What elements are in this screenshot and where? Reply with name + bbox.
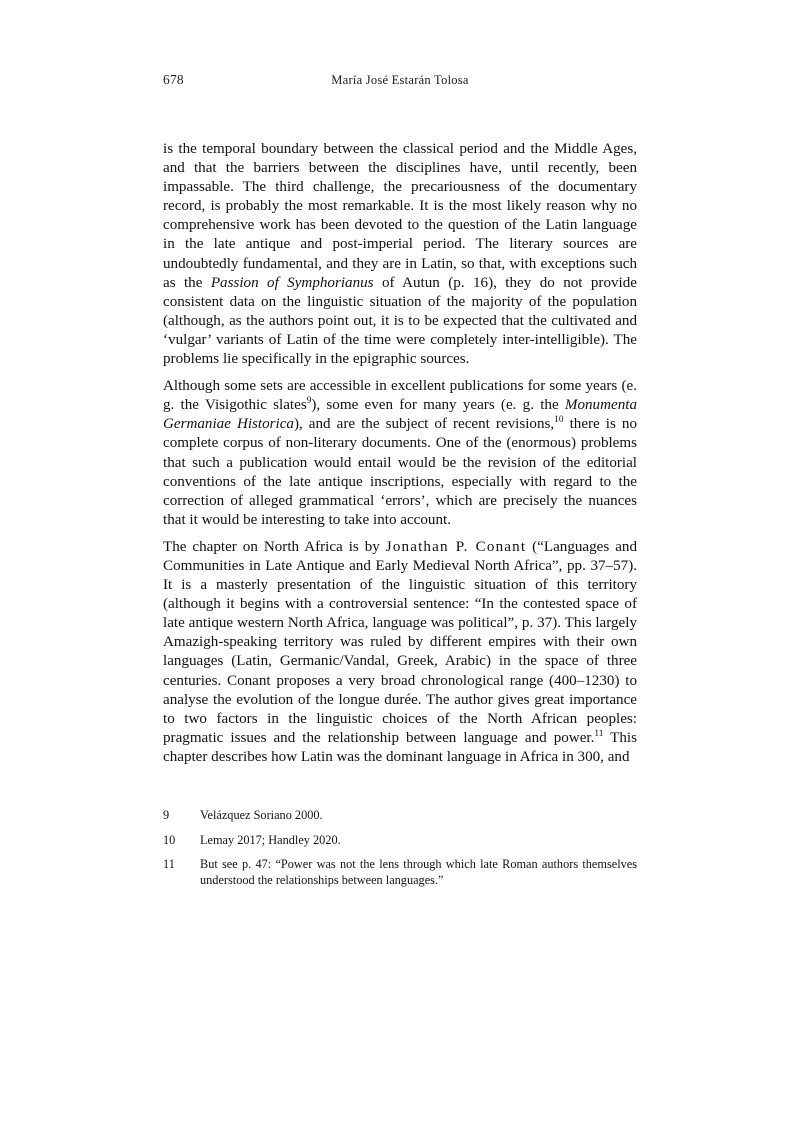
footnote-item <box>163 808 637 824</box>
paragraph-1 <box>163 140 637 369</box>
footnotes-section <box>163 808 637 888</box>
paragraph-1-text-a: is the temporal boundary between the classical period and the Middle Ages, and that the barriers between the disciplines have, until recently, been impassable. The third challenge, the precariousness of the documentary record, is probably the most remarkable. It is the most likely reason why no comprehensive work has been devoted to the question of the Latin language in the late antique and post-imperial period. The literary sources are undoubtedly fundamental, and they are in Latin, so that, with exceptions such as the <box>163 141 637 291</box>
footnote-number: 11 <box>163 857 175 872</box>
running-header <box>163 72 637 92</box>
paragraph-1-italic-title: Passion of Symphorianus <box>210 274 374 291</box>
footnote-marker-10[interactable]: 10 <box>554 415 564 426</box>
paragraph-2-italic-title: Monumenta Germaniae Historica <box>163 397 637 433</box>
footnote-item <box>163 857 637 888</box>
footnote-text: Lemay 2017; Handley 2020. <box>200 832 341 847</box>
footnote-marker-9[interactable]: 9 <box>306 396 312 407</box>
paragraph-3-text-a: The chapter on North Africa is by <box>163 538 386 555</box>
footnote-text: Velázquez Soriano 2000. <box>200 808 323 822</box>
paragraph-3-text-c: This chapter describes how Latin was the dominant language in Africa in 300, and <box>163 729 637 765</box>
footnote-number: 10 <box>163 832 176 847</box>
paragraph-3-text-b: (“Languages and Communities in Late Antique and Early Medieval North Africa”, pp. 37–57). It is a masterly presentation of the linguistic situation of this territory (although it begins with a controversial sentence: “In the contested space of late antique western North Africa, language was political”, p. 37). This largely Amazigh-speaking territory was ruled by different empires with their own languages (Latin, Germanic/Vandal, Greek, Arabic) in the space of three centuries. Conant proposes a very broad chronological range (400–1230) to analyse the evolution of the longue durée. The author gives great importance to two factors in the linguistic choices of the North African peoples: pragmatic issues and the relationship between language and power. <box>163 538 637 746</box>
footnote-item <box>163 833 637 849</box>
footnote-number: 9 <box>163 808 170 822</box>
paragraph-1-text-b: of Autun (p. 16), they do not provide consistent data on the linguistic situation of the majority of the population (although, as the authors point out, it is to be expected that the cultivated and ‘vulgar’ variants of Latin of the time were completely inter-intelligible). The problems lie specifically in the epigraphic sources. <box>163 274 637 368</box>
paragraph-2-text-d: there is no complete corpus of non-literary documents. One of the (enormous) problems that such a publication would entail would be the revision of the editorial conventions of the late antique inscriptions, especially with regard to the correction of alleged grammatical ‘errors’, which are precisely the nuances that it would be interesting to take into account. <box>163 416 637 528</box>
paragraph-2 <box>163 377 637 530</box>
running-header-author: María José Estarán Tolosa <box>331 73 469 87</box>
main-text-block <box>163 140 637 767</box>
footnote-marker-11[interactable]: 11 <box>594 728 604 739</box>
paragraph-2-text-b: ), some even for many years (e. g. the <box>311 397 565 414</box>
footnote-text: But see p. 47: “Power was not the lens through which late Roman authors themselves understood the relationships between languages.” <box>200 857 637 887</box>
paragraph-3-author-name: Jonathan P. Conant <box>385 538 527 555</box>
paragraph-3 <box>163 538 637 767</box>
paragraph-2-text-c: ), and are the subject of recent revisions, <box>293 416 555 433</box>
page-number: 678 <box>163 72 184 87</box>
paragraph-2-text-a: Although some sets are accessible in excellent publications for some years (e. g. the Visigothic slates <box>163 378 637 414</box>
